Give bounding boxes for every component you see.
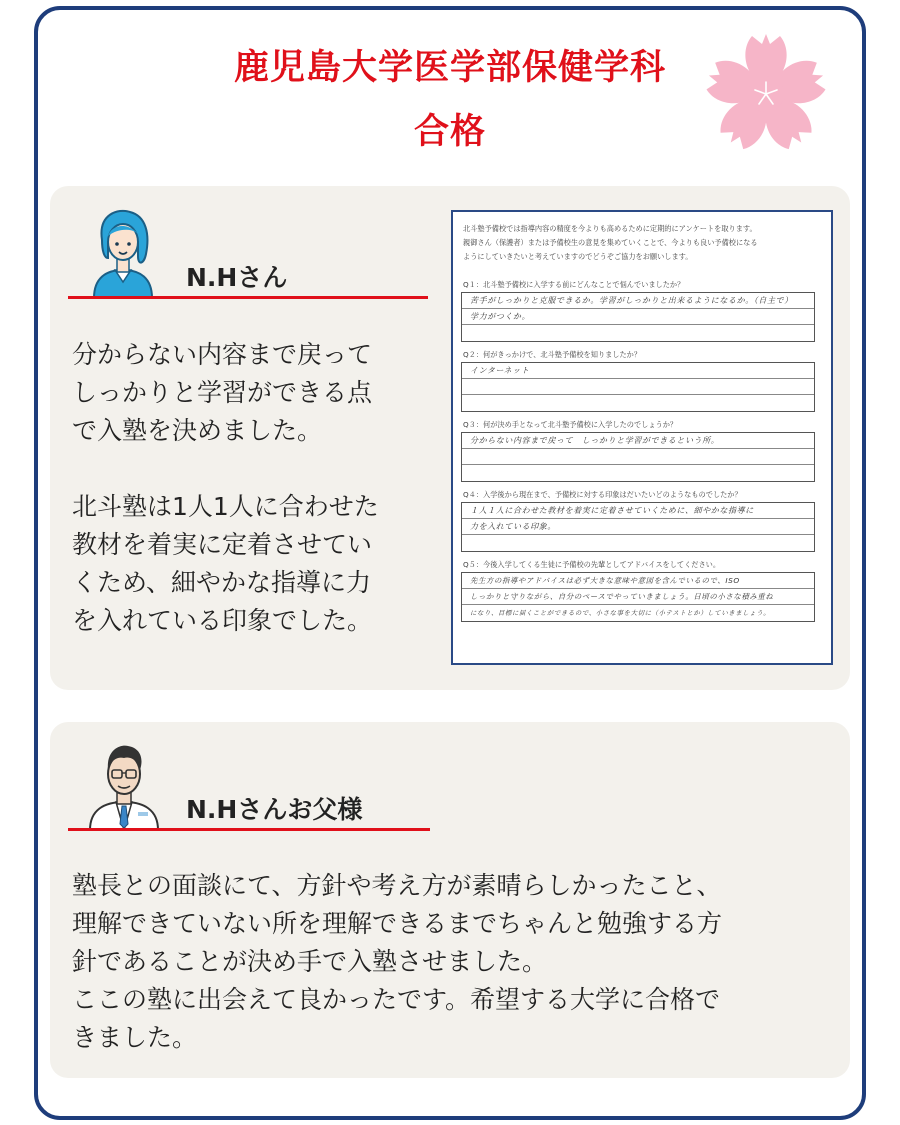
question-5: Q５：今後入学してくる生徒に予備校の先輩としてアドバイスをしてください。 [463, 560, 721, 569]
answer-5-line: になり、目標に届くことができるので、小さな事を大切に（小テストとか）していきましょう。 [470, 609, 771, 617]
parent-comment-line: 塾長との面談にて、方針や考え方が素晴らしかったこと、 [72, 871, 722, 900]
answer-5-line: しっかりと守りながら、自分のペースでやっていきましょう。日頃の小さな積み重ね [470, 592, 774, 601]
parent-comment-line: 理解できていない所を理解できるまでちゃんと勉強する方 [72, 909, 723, 938]
student-name: N.Hさん [186, 263, 288, 292]
student-comment-line: 北斗塾は1人1人に合わせた [72, 492, 379, 521]
answer-3-box [461, 432, 815, 482]
student-comment-line: で入塾を決めました。 [72, 416, 323, 445]
question-2: Q２：何がきっかけで、北斗塾予備校を知りましたか？ [463, 350, 642, 359]
answer-1-box [461, 292, 815, 342]
answer-1-line: 苦手がしっかりと克服できるか。学習がしっかりと出来るようになるか。（自主で） [470, 296, 793, 305]
parent-comment-line: 針であることが決め手で入塾させました。 [72, 947, 548, 976]
intro-line: 親御さん（保護者）または予備校生の意見を集めていくことで、今よりも良い予備校になる [463, 238, 758, 247]
student-comment-line: 教材を着実に定着させてい [72, 530, 373, 559]
question-3: Q３：何が決め手となって北斗塾予備校に入学したのでしょうか？ [463, 420, 678, 429]
student-comment-line: を入れている印象でした。 [72, 606, 373, 635]
intro-line: 北斗塾予備校では指導内容の精度を今よりも高めるために定期的にアンケートを取ります。 [463, 224, 757, 233]
parent-comment [72, 867, 832, 1057]
question-1: Q１：北斗塾予備校に入学する前にどんなことで悩んでいましたか？ [463, 280, 685, 289]
answer-2-line: インターネット [470, 366, 530, 375]
parent-name-underline [68, 828, 430, 831]
parent-comment-line: ここの塾に出会えて良かったです。希望する大学に合格で [72, 985, 721, 1014]
student-comment-line: くため、細やかな指導に力 [72, 568, 372, 597]
student-avatar-icon [88, 206, 158, 298]
answer-3-line: 分からない内容まで戻って しっかりと学習ができるという所。 [470, 436, 720, 445]
questionnaire-intro [463, 222, 823, 264]
intro-line: ようにしていきたいと考えていますのでどうぞご協力をお願いします。 [463, 252, 693, 261]
student-name-underline [68, 296, 428, 299]
student-comment-line: しっかりと学習ができる点 [72, 378, 373, 407]
answer-4-box [461, 502, 815, 552]
answer-4-line: 力を入れている印象。 [470, 522, 556, 531]
answer-5-line: 先生方の指導やアドバイスは必ず大きな意味や意図を含んでいるので、ISO [470, 576, 740, 585]
answer-2-box [461, 362, 815, 412]
answer-4-line: １人１人に合わせた教材を着実に定着させていくために、細やかな指導に [470, 506, 754, 515]
student-comment [72, 336, 432, 640]
parent-comment-line: きました。 [72, 1023, 198, 1052]
question-4: Q４：入学後から現在まで、予備校に対する印象はだいたいどのようなものでしたか？ [463, 490, 742, 499]
student-comment-line: 分からない内容まで戻って [72, 340, 373, 369]
sakura-icon [702, 30, 830, 158]
answer-1-line: 学力がつくか。 [470, 312, 531, 321]
parent-name: N.Hさんお父様 [186, 795, 363, 824]
result-label: 合格 [413, 112, 486, 152]
page-title: 鹿児島大学医学部保健学科 [233, 48, 666, 88]
questionnaire-sheet [451, 210, 833, 665]
answer-5-box [461, 572, 815, 622]
parent-avatar-icon [86, 738, 162, 830]
